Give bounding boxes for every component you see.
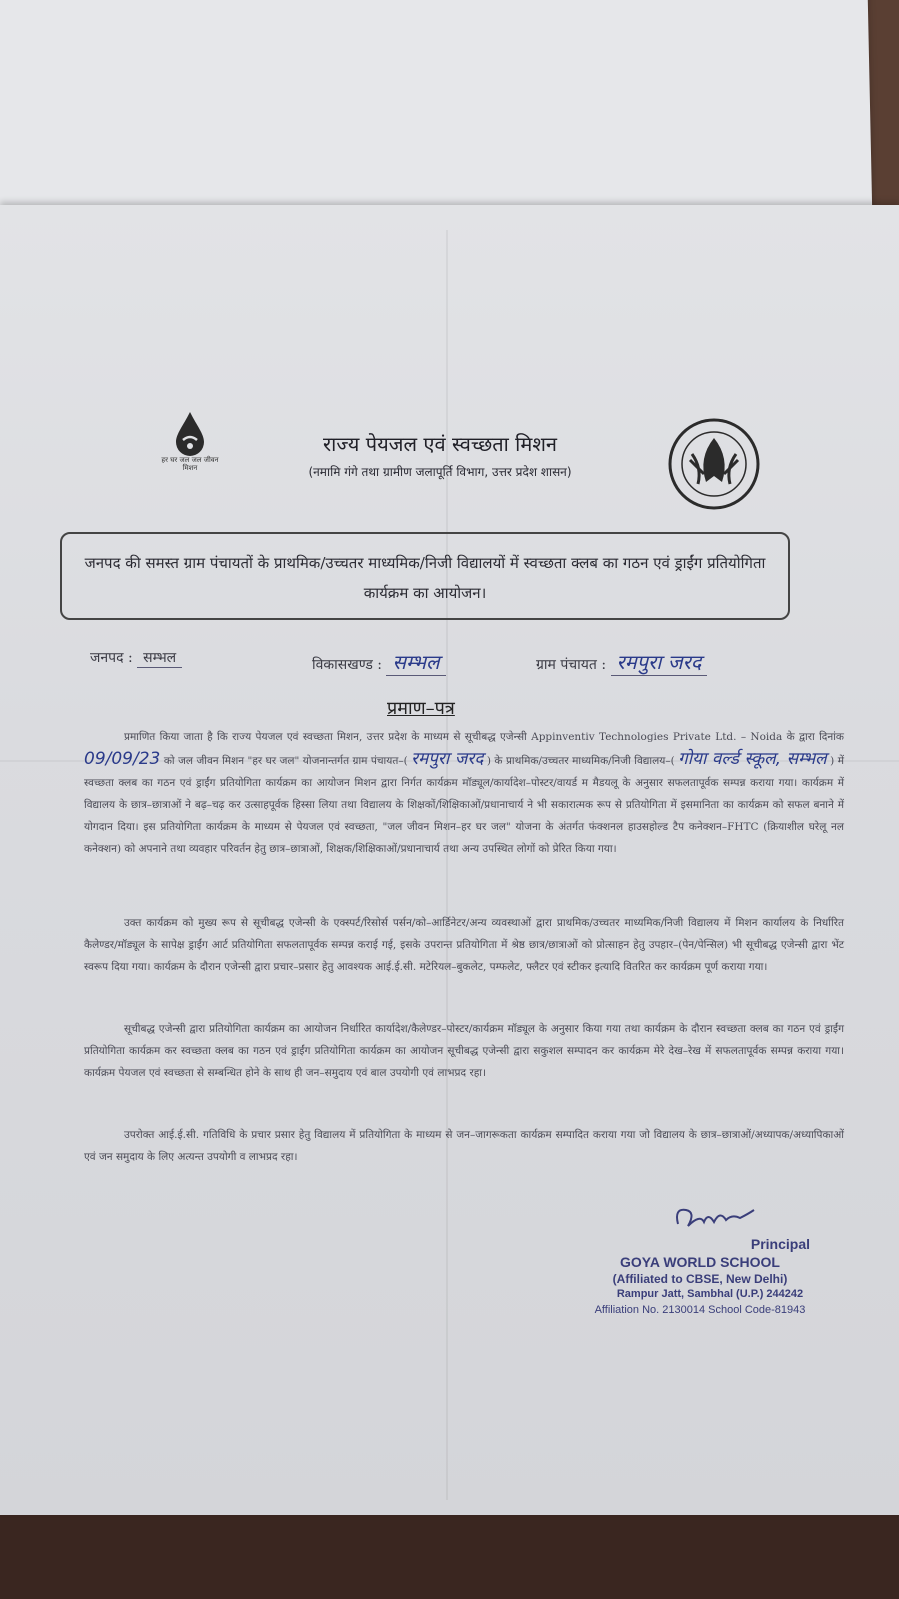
block-value: सम्भल — [386, 648, 445, 676]
school-address: Rampur Jatt, Sambhal (U.P.) 244242 — [616, 1288, 804, 1300]
water-drop-icon — [173, 410, 207, 456]
paper-fold — [446, 230, 448, 1500]
paragraph-4 — [84, 1124, 844, 1168]
handwritten-school: गोया वर्ल्ड स्कूल, सम्भल — [678, 749, 827, 769]
para3-text: सूचीबद्ध एजेन्सी द्वारा प्रतियोगिता कार्यक्रम का आयोजन निर्धारित कार्यादेश/कैलेण्डर–पोस्टर/कार्यक्रम मॉड्यूल के अनुसार किया गया तथा कार्यक्रम के दौरान स्वच्छता क्लब का गठन एवं ड्राईंग प्रतियोगिता कार्यक्रम कर स्वच्छता क्लब का गठन एवं ड्राईंग प्रतियोगिता कार्यक्रम का आयोजन सूचीबद्ध एजेन्सी द्वारा सकुशल सम्पादन कर कार्यक्रम मेरे देख–रेख में सफलतापूर्वक सम्पन्न कराया गया। कार्यक्रम पेयजल एवं स्वच्छता से सम्बन्धित होने के साथ ही जन–समुदाय एवं बाल उपयोगी एवं लाभप्रद रहा। — [84, 1023, 844, 1079]
paragraph-2 — [84, 912, 844, 978]
para1-text-c: ) के प्राथमिक/उच्चतर माध्यमिक/निजी विद्यालय–( — [486, 755, 675, 767]
document-header — [270, 430, 610, 480]
certificate-title: प्रमाण–पत्र — [387, 698, 455, 719]
district-label: जनपद : — [90, 650, 133, 666]
para1-text-a: प्रमाणित किया जाता है कि राज्य पेयजल एवं स्वच्छता मिशन, उत्तर प्रदेश के माध्यम से सूचीबद्ध एजेन्सी Appinventiv Technologies Private Ltd. – Noida के द्वारा दिनांक — [124, 731, 844, 743]
har-ghar-jal-logo — [160, 410, 220, 490]
paragraph-1 — [84, 726, 844, 860]
panchayat-field — [536, 648, 707, 676]
principal-signature — [670, 1200, 760, 1236]
para1-text-b: को जल जीवन मिशन "हर घर जल" योजनान्तर्गत ग्राम पंचायत–( — [163, 755, 408, 767]
logo-caption: हर घर जल जल जीवन मिशन — [161, 456, 219, 472]
school-name: GOYA WORLD SCHOOL — [620, 1254, 780, 1270]
panchayat-value: रमपुरा जरद — [611, 648, 708, 676]
para4-text: उपरोक्त आई.ई.सी. गतिविधि के प्रचार प्रसार हेतु विद्यालय में प्रतियोगिता के माध्यम से जन–जागरूकता कार्यक्रम सम्पादित कराया गया जो विद्यालय के छात्र–छात्राओं/अध्यापक/अध्यापिकाओं एवं जन समुदाय के लिए अत्यन्त उपयोगी व लाभप्रद रहा। — [84, 1129, 844, 1163]
mission-subtitle: (नमामि गंगे तथा ग्रामीण जलापूर्ति विभाग, उत्तर प्रदेश शासन) — [308, 465, 572, 479]
school-affiliation: (Affiliated to CBSE, New Delhi) — [612, 1272, 788, 1286]
block-field — [312, 648, 446, 676]
para1-text-d: ) में स्वच्छता क्लब का गठन एवं ड्राईंग प्रतियोगिता कार्यक्रम का आयोजन मिशन द्वारा निर्गत कार्यक्रम मॉड्यूल/कार्यादेश–पोस्टर/वायर्ड म मैडयलू के अनुसार सफलतापूर्वक सम्पन्न कराया गया। कार्यक्रम में विद्यालय के छात्र–छात्राओं ने बढ़–चढ़ कर उत्साहपूर्वक हिस्सा लिया तथा विद्यालय के शिक्षकों/शिक्षिकाओं/प्रधानाचार्य ने भी सकारात्मक रूप से प्रतियोगिता में इसमानिता का कार्यक्रम को सफल बनाने में योगदान दिया। इस प्रतियोगिता कार्यक्रम के माध्यम से पेयजल एवं स्वच्छता, "जल जीवन मिशन–हर घर जल" योजना के अंतर्गत फंक्शनल हाउसहोल्ड टैप कनेक्शन–FHTC (क्रियाशील घरेलू नल कनेक्शन) को अपनाने तथा व्यवहार परिवर्तन हेतु छात्र–छात्राओं, शिक्षक/शिक्षिकाओं/प्रधानाचार्य तथा अन्य उपस्थित लोगों को प्रेरित किया गया। — [84, 755, 844, 855]
block-label: विकासखण्ड : — [312, 657, 383, 673]
paragraph-3 — [84, 1018, 844, 1084]
mission-title: राज्य पेयजल एवं स्वच्छता मिशन — [322, 432, 558, 456]
school-code: Affiliation No. 2130014 School Code-81943 — [594, 1304, 806, 1316]
principal-stamp — [570, 1200, 850, 1340]
district-field — [90, 648, 182, 668]
district-value: सम्भल — [137, 648, 182, 668]
panchayat-label: ग्राम पंचायत : — [536, 657, 607, 673]
handwritten-village: रमपुरा जरद — [411, 749, 484, 769]
handwritten-date: 09/09/23 — [84, 749, 161, 769]
topic-box: जनपद की समस्त ग्राम पंचायतों के प्राथमिक/उच्चतर माध्यमिक/निजी विद्यालयों में स्वच्छता क्लब का गठन एवं ड्राईंग प्रतियोगिता कार्यक्रम का आयोजन। — [60, 532, 790, 620]
up-government-emblem-icon — [668, 418, 760, 510]
principal-label: Principal — [750, 1236, 810, 1252]
para2-text: उक्त कार्यक्रम को मुख्य रूप से सूचीबद्ध एजेन्सी के एक्स्पर्ट/रिसोर्स पर्सन/को–आर्डिनेटर/अन्य व्यवस्थाओं द्वारा प्राथमिक/उच्चतर माध्यमिक/निजी विद्यालय में मिशन कार्यालय के निर्धारित कैलेण्डर/मॉड्यूल के सापेक्ष ड्राईंग आर्ट प्रतियोगिता सफलतापूर्वक सम्पन्न कराई गई, इसके उपरान्त प्रतियोगिता में श्रेष्ठ छात्र/छात्राओं को प्रोत्साहन हेतु उपहार–(पेन/पेन्सिल) भी सूचीबद्ध एजेन्सी द्वारा भेंट स्वरूप दिया गया। कार्यक्रम के दौरान एजेन्सी द्वारा प्रचार–प्रसार हेतु आवश्यक आई.ई.सी. मटेरियल–बुकलेट, पम्फलेट, फ्लैटर एवं स्टीकर इत्यादि वितरित कर कार्यक्रम पूर्ण कराया गया। — [84, 917, 844, 973]
